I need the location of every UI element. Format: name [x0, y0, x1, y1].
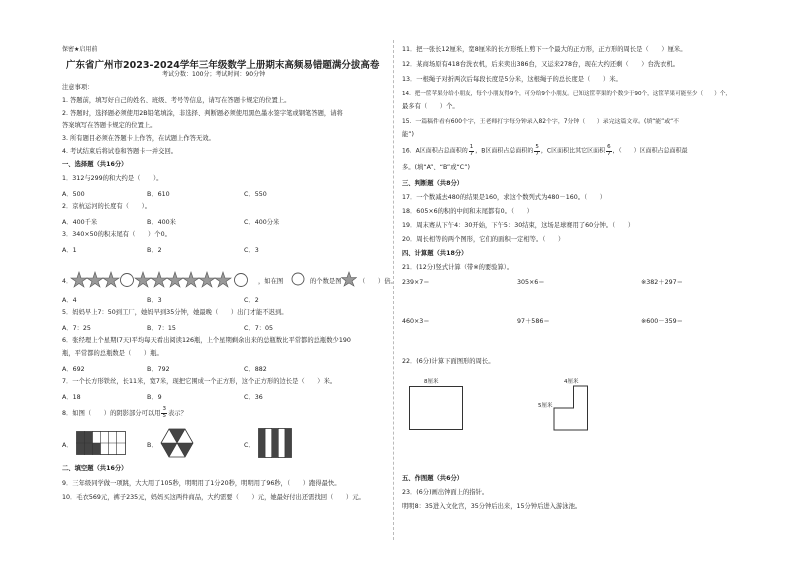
- q6-option-b[interactable]: B．792: [147, 366, 170, 373]
- q4-mid-text: ，如在图: [258, 278, 284, 285]
- q5-option-c[interactable]: C．7：05: [244, 325, 274, 332]
- q5-option-b[interactable]: B．7：15: [147, 325, 176, 332]
- q16-part-d: ，（ ）区面积占总面积最: [612, 147, 688, 155]
- q16-part-a: 16．A区面积占总面积的: [402, 147, 468, 155]
- q2-option-c[interactable]: C．400分米: [244, 219, 280, 226]
- q11-text: 11．把一张长12厘米，宽8厘米的长方形纸上剪下一个最大的正方形，正方形的周长是（ ）厘米。: [402, 46, 687, 53]
- q8-fraction-num: 3: [162, 406, 166, 412]
- l-shape-side-label: 5厘米: [538, 403, 553, 409]
- circle-icon: [121, 274, 134, 287]
- q16-text-2: 多。(填“A”、“B”或“C”): [402, 164, 470, 171]
- q8-figure-c: [258, 428, 292, 458]
- q2-text: 2．京杭运河的长度有（ ）。: [62, 203, 152, 210]
- q1-option-c[interactable]: C．550: [244, 191, 267, 198]
- square-side-label: 8厘米: [424, 379, 439, 385]
- q8-prefix: 8．如图（ ）的阴影部分可以用: [62, 410, 161, 417]
- q7-option-c[interactable]: C．36: [244, 394, 263, 401]
- q13-text: 13．一根绳子对折两次后每段长度是5分米，这根绳子的总长度是（ ）米。: [402, 76, 622, 83]
- q4-option-b[interactable]: B．3: [147, 297, 162, 304]
- q20-text: 20．周长相等的两个图形，它们的面积一定相等。（ ）: [402, 236, 565, 243]
- q1-text: 1．312与299的和大约是（ ）。: [62, 175, 163, 182]
- q1-option-a[interactable]: A．500: [62, 191, 85, 198]
- q2-option-a[interactable]: A．400千米: [62, 219, 98, 226]
- q18-text: 18．605×6的积的中间和末尾都有0。（ ）: [402, 208, 533, 215]
- q1-option-b[interactable]: B．610: [147, 191, 170, 198]
- q6-option-a[interactable]: A．692: [62, 366, 85, 373]
- q4-option-a[interactable]: A．4: [62, 297, 77, 304]
- q15-text-2: 能”): [402, 131, 415, 138]
- q23-note: 明明8：35进入文化宫，35分钟后出来，15分钟后进入游泳池。: [402, 503, 582, 510]
- note-2b: 答案填写在答题卡规定的位置上。: [62, 122, 157, 129]
- section4-heading: 四、计算题（共18分）: [402, 250, 468, 257]
- q12-text: 12．某商场原有418台洗衣机，后来卖出386台，又运来278台，现在大约还剩（ ）台洗衣机。: [402, 61, 680, 68]
- q16-fraction-3-den: 7: [607, 150, 611, 157]
- q4-tail-text: 的个数是图: [310, 278, 342, 285]
- q6-text-2: 瓶，平常都的总瓶数是（ ）瓶。: [62, 350, 163, 357]
- calc-1: 239×7＝: [402, 279, 430, 286]
- q4-end-text: （ ）倍。: [359, 278, 397, 285]
- star-icon: [103, 272, 119, 287]
- q7-text: 7．一个长方形铁丝，长11米，宽7米，现把它围成一个正方形，这个正方形的边长是（ ）米。: [62, 378, 337, 385]
- star-icon: [199, 272, 215, 287]
- q22-text: 22．(6分)计算下面图形的周长。: [402, 358, 495, 365]
- q14-text-2: 最多有（ ）个。: [402, 103, 459, 110]
- calc-6: ※600－359＝: [641, 318, 683, 325]
- q8-figure-b: [160, 428, 194, 458]
- square-figure: [409, 386, 463, 430]
- q8-option-b[interactable]: B．: [147, 442, 158, 449]
- q6-option-c[interactable]: C．882: [244, 366, 267, 373]
- q16-fraction-3-num: 6: [607, 144, 611, 150]
- q16-fraction-1-den: 7: [469, 150, 474, 157]
- q16-text-1: [402, 145, 688, 157]
- calc-4: 460×3＝: [402, 318, 430, 325]
- note-2: 2. 答题时，选择题必须使用2B铅笔填涂，非选择、判断题必须使用黑色墨水签字笔或钢笔答题，请将: [62, 110, 343, 117]
- calc-5: 97＋586＝: [517, 318, 550, 325]
- q3-text: 3．340×50的积末尾有（ ）个0。: [62, 231, 171, 238]
- q16-fraction-3: [606, 145, 612, 157]
- star-icon: [151, 272, 167, 287]
- q3-option-b[interactable]: B．2: [147, 247, 162, 254]
- star-icon: [183, 272, 199, 287]
- q4-option-c[interactable]: C．2: [244, 297, 259, 304]
- confidential-label: 保密★启用前: [62, 46, 98, 53]
- section5-heading: 五、作图题（共6分）: [402, 475, 464, 482]
- note-4: 4. 考试结束后将试卷和答题卡一并交回。: [62, 148, 178, 155]
- star-icon: [215, 272, 231, 287]
- calc-3: ※382＋297＝: [641, 279, 683, 286]
- q16-fraction-2: [534, 145, 540, 157]
- notes-heading: 注意事项：: [62, 84, 94, 91]
- star-icon: [87, 272, 103, 287]
- q7-option-a[interactable]: A．18: [62, 394, 81, 401]
- star-icon: [135, 272, 151, 287]
- q5-text: 5．妈妈早上7：50到工厂，她妈早到35分钟，她最晚（ ）出门才能不迟到。: [62, 309, 288, 316]
- circle-icon: [235, 274, 248, 287]
- q16-part-b: ，B区面积占总面积的: [475, 147, 534, 155]
- q16-fraction-1-num: 1: [469, 144, 474, 150]
- q23-text: 23．(6分)画出钟面上的指针。: [402, 489, 489, 496]
- q8-suffix: 表示？: [167, 410, 187, 417]
- column-divider: [393, 40, 394, 540]
- note-1: 1. 答题前，填写好自己的姓名、班级、考号等信息，请写在答题卡规定的位置上。: [62, 97, 291, 104]
- l-shape-top-label: 4厘米: [564, 379, 579, 385]
- q21-text: 21．(12分)竖式计算（带※的要验算）。: [402, 264, 514, 271]
- q3-option-c[interactable]: C．3: [244, 247, 259, 254]
- q8-figure-a: [76, 431, 126, 455]
- page-title: 广东省广州市2023-2024学年三年级数学上册期末高频易错题满分拔高卷: [66, 60, 380, 71]
- q8-fraction: [161, 407, 167, 419]
- right-column: [397, 0, 787, 562]
- q17-text: 17．一个数减去480的结果是160，求这个数列式为480－160。（ ）: [402, 194, 607, 201]
- q15-text-1: 15．一篇稿件看有600个字，王老师打字每分钟录入82个字，7分钟（ ）录完这篇文章。(填“能”或“不: [402, 119, 680, 125]
- q16-fraction-2-num: 5: [535, 144, 539, 150]
- q16-part-c: ，C区面积比其它区面积: [540, 147, 606, 155]
- section3-heading: 三、判断题（共8分）: [402, 180, 464, 187]
- q14-text-1: 14．把一筐苹果分给小朋友，每个小朋友得9个，可分给9个小朋友。已知这筐苹果的个数少于90个，这筐苹果可能至少（ ）个，: [402, 91, 732, 97]
- l-shape-figure: [553, 385, 589, 431]
- q4-number: 4．: [62, 278, 73, 285]
- q10-text: 10．毛衣569元，裤子235元，妈妈买这两件商品，大约需要（ ）元，她最好付出还需找回（ ）元。: [62, 494, 365, 501]
- star-icon: [341, 271, 357, 287]
- star-icon: [71, 272, 87, 287]
- calc-2: 305×6＝: [517, 279, 545, 286]
- q3-option-a[interactable]: A．1: [62, 247, 77, 254]
- q7-option-b[interactable]: B．9: [147, 394, 162, 401]
- q16-fraction-1: [469, 145, 475, 157]
- q5-option-a[interactable]: A．7：25: [62, 325, 91, 332]
- q8-option-a[interactable]: A．: [62, 442, 73, 449]
- q6-text-1: 6．张经理上个星期(7天)平均每天看出阅读126瓶，上个星期剩余出来的总瓶数比平常都的总瓶数少190: [62, 337, 351, 344]
- circle-icon: [291, 272, 305, 286]
- q4-shapes-figure: [70, 270, 250, 290]
- q8-text: [62, 407, 187, 419]
- star-icon: [167, 272, 183, 287]
- q8-fraction-den: 5: [162, 412, 166, 419]
- q16-fraction-2-den: 7: [535, 150, 539, 157]
- q19-text: 19．周末赛从下午4：30开始，下午5：30结束，这场足球赛用了60分钟。（ ）: [402, 222, 635, 229]
- section2-heading: 二、填空题（共16分）: [62, 465, 128, 472]
- section1-heading: 一、选择题（共16分）: [62, 161, 128, 168]
- exam-info: 考试分数：100分；考试时间：90分钟: [162, 71, 266, 78]
- q2-option-b[interactable]: B．400米: [147, 219, 176, 226]
- q8-option-c[interactable]: C．: [244, 442, 255, 449]
- note-3: 3. 所有题目必须在答题卡上作答，在试题上作答无效。: [62, 135, 215, 142]
- q9-text: 9．三年级同学做一项跳，大大用了105秒，明明用了1分20秒，明明用了96秒，（ ）跑得最快。: [62, 480, 341, 487]
